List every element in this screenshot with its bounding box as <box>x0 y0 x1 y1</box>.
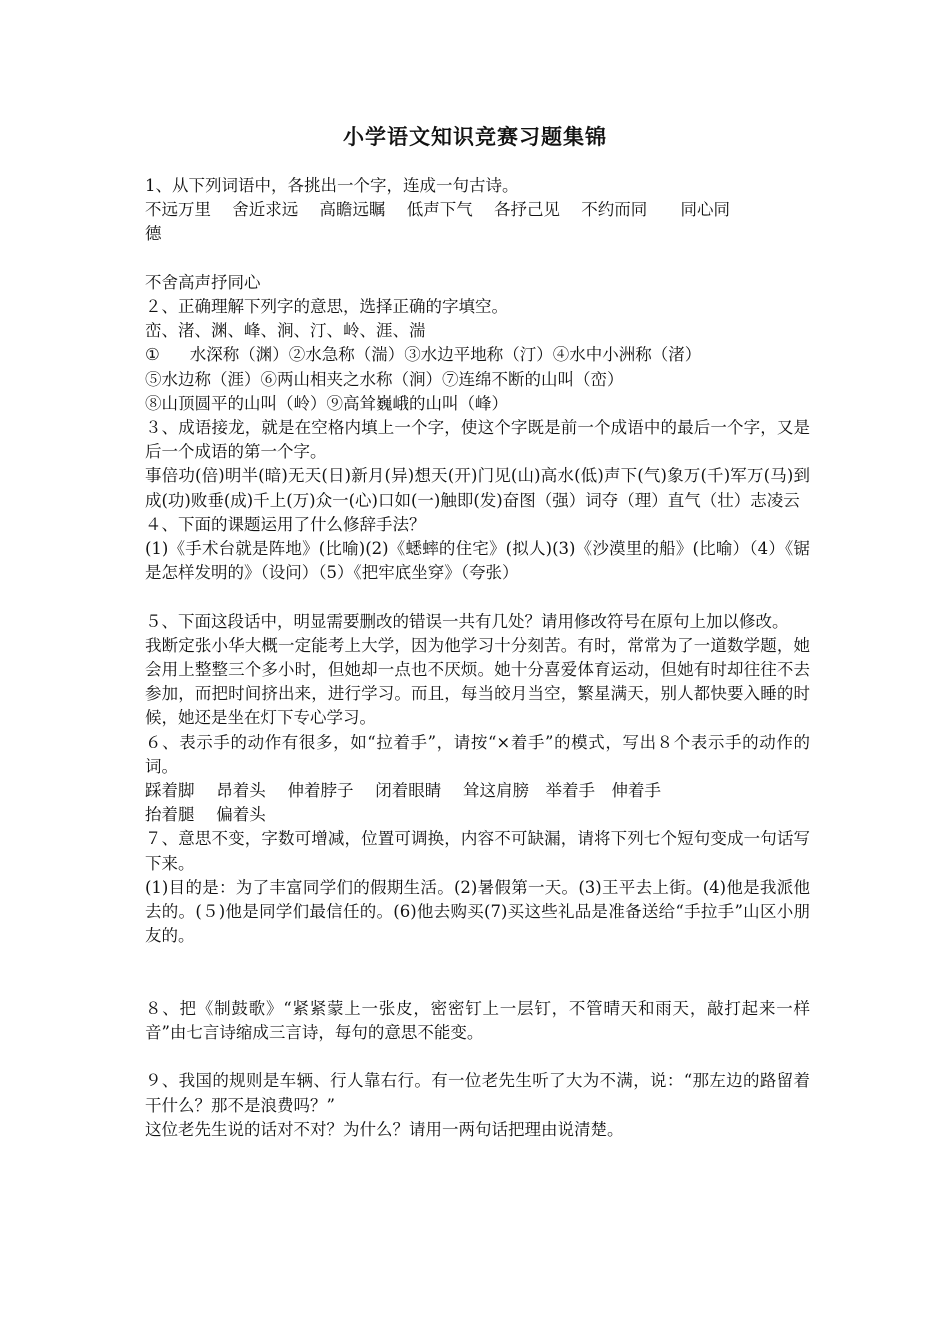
q2-prompt: ２、正确理解下列字的意思，选择正确的字填空。 <box>145 297 508 316</box>
blank-line <box>145 973 810 997</box>
q2-answer-line-3: ⑧山顶圆平的山叫（岭）⑨高耸巍峨的山叫（峰） <box>145 393 508 413</box>
blank-line <box>145 247 810 271</box>
q2-marker: ① <box>145 345 160 365</box>
q2-chars: 峦、渚、渊、峰、涧、汀、岭、涯、湍 <box>145 321 426 341</box>
blank-line <box>145 1045 810 1069</box>
q1-option: 舍近求远 <box>232 200 299 220</box>
q5-text: 我断定张小华大概一定能考上大学，因为他学习十分刻苦。有时，常常为了一道数学题，她会用上整整三个多小时，但她却一点也不厌烦。她十分喜爱体育运动，但她有时却往往不去参加，而把时间挤出来，进行学习。而且，每当皎月当空，繁星满天，别人都快要入睡的时候，她还是坐在灯下专心学习。 <box>145 635 810 728</box>
q1-answer: 不舍高声抒同心 <box>145 272 261 292</box>
q7-text: (1)目的是：为了丰富同学们的假期生活。(2)暑假第一天。(3)王平去上街。(4)他是我派他去的。(５)他是同学们最信任的。(6)他去购买(7)买这些礼品是准备送给“手拉手”山区小朋友的。 <box>145 877 810 946</box>
q1-option: 不远万里 <box>145 200 211 220</box>
document-title: 小学语文知识竞赛习题集锦 <box>343 124 607 149</box>
q7-prompt: ７、意思不变，字数可增减，位置可调换，内容不可缺漏，请将下列七个短句变成一句话写下来。 <box>145 829 810 873</box>
q9-text: ９、我国的规则是车辆、行人靠右行。有一位老先生听了大为不满，说：“那左边的路留着干什么？那不是浪费吗？” <box>145 1071 810 1115</box>
q4-text: (1)《手术台就是阵地》(比喻)(2)《蟋蟀的住宅》(拟人)(3)《沙漠里的船》(比喻）（4）《锯是怎样发明的》（设问）（5）《把牢底坐穿》（夸张） <box>145 539 810 583</box>
q1-options <box>145 198 810 222</box>
q1-prompt: 1、从下列词语中，各挑出一个字，连成一句古诗。 <box>145 176 519 195</box>
q6-answer-line-1: 踩着脚 昂着头 伸着脖子 闭着眼睛 耸这肩膀 举着手 伸着手 <box>145 781 661 801</box>
document-body <box>145 174 810 1142</box>
q9-question: 这位老先生说的话对不对？为什么？请用一两句话把理由说清楚。 <box>145 1119 624 1139</box>
q1-option: 高瞻远瞩 <box>319 200 386 220</box>
q1-option: 各抒己见 <box>494 200 560 220</box>
blank-line <box>145 585 810 609</box>
q1-options-wrap: 德 <box>145 224 162 244</box>
q2-answer-line-1 <box>145 343 810 367</box>
q2-line-1-text: 水深称（渊）②水急称（湍）③水边平地称（汀）④水中小洲称（渚） <box>189 345 702 365</box>
q6-answer-line-2: 抬着腿 偏着头 <box>145 805 266 825</box>
blank-line <box>145 948 810 972</box>
q1-option: 低声下气 <box>406 200 473 220</box>
q3-text: 事倍功(倍)明半(暗)无天(日)新月(异)想天(开)门见(山)高水(低)声下(气)象万(千)军万(马)到成(功)败垂(成)千上(万)众一(心)口如(一)触即(发)奋图（强）词夺（理）直气（壮）志凌云 <box>145 466 810 510</box>
q4-prompt: ４、下面的课题运用了什么修辞手法？ <box>145 514 426 534</box>
q1-option: 不约而同 <box>581 200 648 220</box>
q8-text: ８、把《制鼓歌》“紧紧蒙上一张皮，密密钉上一层钉，不管晴天和雨天，敲打起来一样音”由七言诗缩成三言诗，每句的意思不能变。 <box>145 998 810 1043</box>
q2-answer-line-2: ⑤水边称（涯）⑥两山相夹之水称（涧）⑦连绵不断的山叫（峦） <box>145 369 624 389</box>
q6-prompt: ６、表示手的动作有很多，如“拉着手”，请按“×着手”的模式，写出８个表示手的动作的词。 <box>145 732 810 776</box>
q1-option: 同心同 <box>680 200 730 220</box>
q5-prompt: ５、下面这段话中，明显需要删改的错误一共有几处？请用修改符号在原句上加以修改。 <box>145 611 789 631</box>
q3-prompt: ３、成语接龙，就是在空格内填上一个字，使这个字既是前一个成语中的最后一个字，又是后一个成语的第一个字。 <box>145 418 810 462</box>
